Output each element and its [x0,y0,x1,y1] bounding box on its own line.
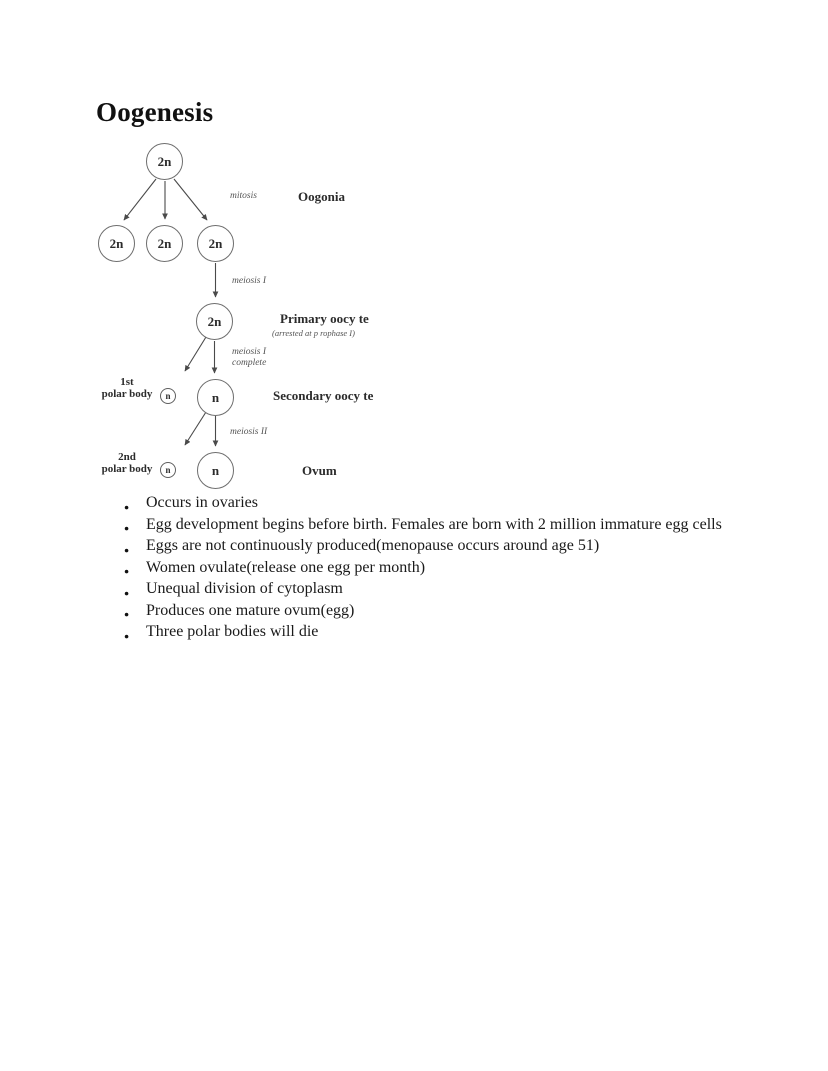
label-first-polar-body-line1: 1st [120,376,134,388]
cell-secondary-oocyte: n [197,379,234,416]
list-item: ● Eggs are not continuously produced(menopause occurs around age 51) [122,535,794,557]
cell-oogonia-3: 2n [197,225,234,262]
label-first-polar-body-line2: polar body [101,387,153,400]
label-secondary-oocyte: Secondary oocy te [273,388,374,403]
cell-primary-oocyte: 2n [196,303,233,340]
label-second-polar-body-line2: polar body [101,462,153,475]
label-meiosis-1-complete-line1: meiosis I [232,347,267,357]
label-meiosis-1-complete-line2: complete [232,358,267,368]
label-second-polar-body-line1: 2nd [118,451,136,463]
label-meiosis-1: meiosis I [232,276,267,286]
label-meiosis-2: meiosis II [230,427,268,437]
notes-list [122,492,794,643]
label-arrested-prophase: (arrested at p rophase I) [272,328,355,338]
cell-oogonia-1: 2n [98,225,135,262]
label-primary-oocyte: Primary oocy te [280,311,369,326]
list-item: ● Women ovulate(release one egg per month) [122,557,794,579]
page-title: Oogenesis [96,97,214,127]
cell-ovum: n [197,452,234,489]
list-item: ● Egg development begins before birth. Females are born with 2 million immature egg cells [122,514,794,536]
label-second-polar-body [96,452,158,475]
cell-oogonia-2: 2n [146,225,183,262]
label-oogonia: Oogonia [298,189,345,204]
label-meiosis-1-complete [232,347,266,369]
label-mitosis: mitosis [230,191,257,201]
cell-second-polar-body: n [160,462,176,478]
list-item: ● Three polar bodies will die [122,621,794,643]
list-item: ● Occurs in ovaries [122,492,794,514]
cell-first-polar-body: n [160,388,176,404]
list-item: ● Unequal division of cytoplasm [122,578,794,600]
cell-oogonium: 2n [146,143,183,180]
label-first-polar-body [96,377,158,400]
list-item: ● Produces one mature ovum(egg) [122,600,794,622]
label-ovum: Ovum [302,463,337,478]
